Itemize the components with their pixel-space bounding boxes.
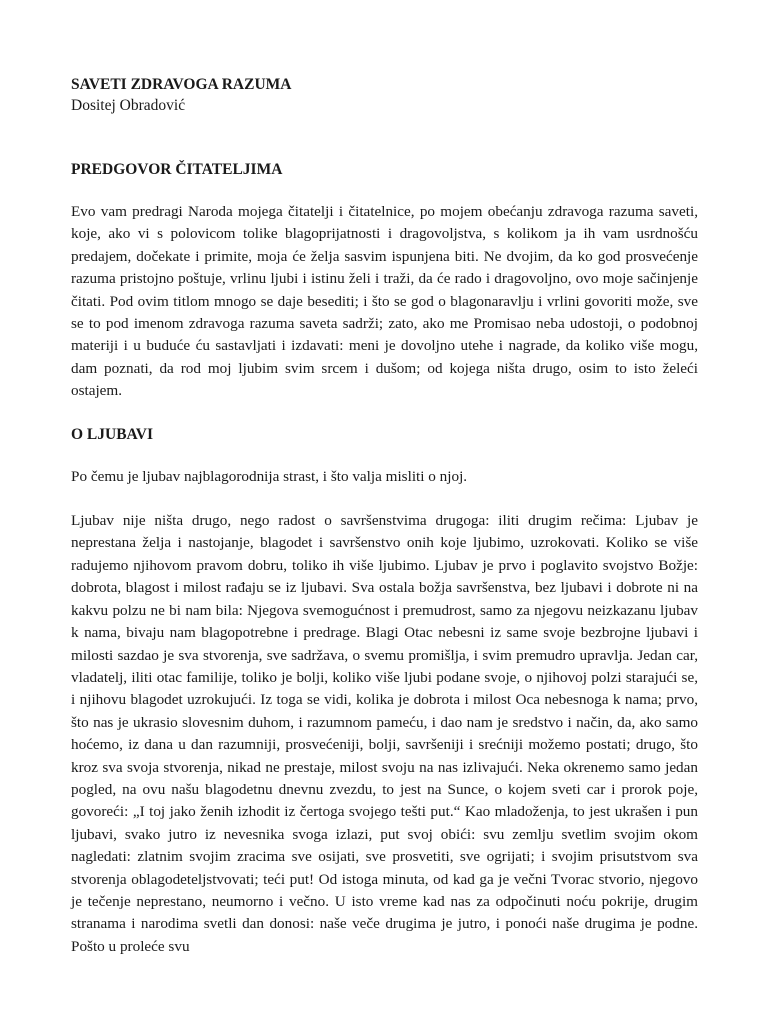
paragraph-predgovor: Evo vam predragi Naroda mojega čitatelji i čitatelnice, po mojem obećanju zdravoga razuma saveti, koje, ako vi s polovicom tolike blagoprijatnosti i dragovoljstva, s kolikom ja ih vam usrdnošću predajem, dočekate i primite, moja će želja sasvim ispunjena biti. Ne dvojim, da ko god prosvećenje razuma pristojno poštuje, vrlinu ljubi i istinu želi i traži, da će rado i dragovoljno, ovo moje sačinjenje čitati. Pod ovim titlom mnogo se daje besediti; i što se god o blagonaravlju i vrlini govoriti može, sve se to pod imenom zdravoga razuma saveta sadrži; zato, ako me Promisao neba udostoji, o podobnoj materiji i u buduće ću sastavljati i izdavati: meni je dovoljno utehe i nagrade, da koliko više mogu, dam poznati, da rod moj ljubim svim srcem i dušom; od kojega ništa drugo, osim to isto želeći ostajem. [71, 203, 698, 400]
document-author: Dositej Obradović [71, 97, 186, 114]
paragraph-body: Ljubav nije ništa drugo, nego radost o savršenstvima drugoga: iliti drugim rečima: Ljubav je neprestana želja i nastojanje, blagodet i savršenstvo onih koje ljubimo, uzrokovati. Koliko se više radujemo njihovom pravom dobru, toliko ih više ljubimo. Ljubav je prvo i poglavito svojstvo Božje: dobrota, blagost i milost rađaju se iz ljubavi. Sva ostala božja savršenstva, bez ljubavi i dobrote ni na kakvu polzu ne bi nam bila: Njegova svemogućnost i premudrost, samo za njegovu neizkazanu ljubav k nama, bivaju nam blagopotrebne i predrage. Blagi Otac nebesni iz same svoje bezbrojne ljubavi i milosti sazdao je sva stvorenja, sve sadržava, o svemu promišlja, i svim premudro upravlja. Jedan car, vladatelj, iliti otac familije, toliko je bolji, koliko više ljubi podane svoje, o njihovoj polzi starajući se, i njihovu blagodet uzrokujući. Iz toga se vidi, kolika je dobrota i milost Oca nebesnoga k nama; prvo, što nas je ukrasio slovesnim duhom, i razumnom pameću, i dao nam je sredstvo i način, da, ako samo hoćemo, iz dana u dan razumniji, prosvećeniji, bolji, savršeniji i srećniji možemo postati; drugo, što kroz sva svoja stvorenja, nikad ne prestaje, milost svoju na nas izlivajući. Neka okrenemo samo jedan pogled, na ovu našu blagodetnu dnevnu zvezdu, to jest na Sunce, o kojem sveti car i prorok poje, govoreći: „I toj jako ženih izhodit iz čertoga svojego tešti put.“ Kao mladoženja, to jest ukrašen i pun ljubavi, svako jutro iz nevesnika svoga izlazi, put svoj obići: svu zemlju svetlim svojim okom nagledati: zlatnim svojim zracima sve osijati, sve prosvetiti, sve ogrijati; i svojim prisutstvom sva stvorenja oblagodeteljstvovati; teći put! Od istoga minuta, od kad ga je večni Tvorac stvorio, njegovo je tečenje neprestano, neumorno i večno. U isto vreme kad nas za odpočinuti noću pokrije, drugim stranama i narodima svetli dan donosi: naše veče drugima je jutro, i ponoći naše drugima je podne. Pošto u proleće svu [71, 512, 698, 955]
paragraph-subtitle: Po čemu je ljubav najblagorodnija strast, i što valja misliti o njoj. [71, 467, 468, 485]
section-heading-o-ljubavi: O LJUBAVI [71, 425, 153, 443]
section-heading-predgovor: PREDGOVOR ČITATELJIMA [71, 161, 283, 178]
document-title: SAVETI ZDRAVOGA RAZUMA [71, 76, 292, 93]
document-page [71, 74, 698, 958]
